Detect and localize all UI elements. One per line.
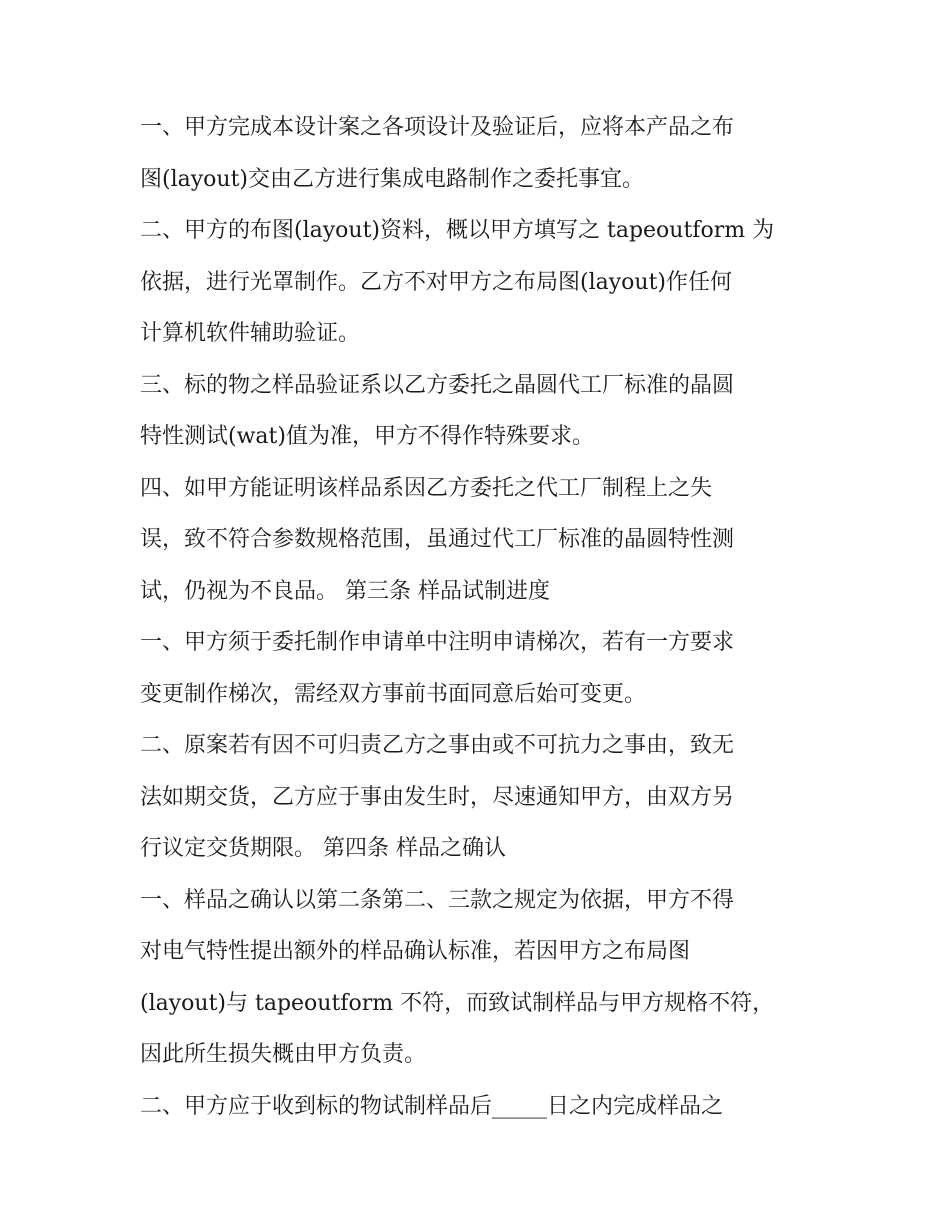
text-line: 因此所生损失概由甲方负责。 bbox=[140, 1042, 427, 1067]
paragraph-force-majeure bbox=[140, 720, 820, 875]
text-line: 行议定交货期限。 第四条 样品之确认 bbox=[140, 836, 506, 861]
text-line: 图(layout)交由乙方进行集成电路制作之委托事宜。 bbox=[140, 166, 645, 192]
text-line: 法如期交货，乙方应于事由发生时，尽速通知甲方，由双方另 bbox=[140, 784, 735, 810]
text-line: 特性测试(wat)值为准，甲方不得作特殊要求。 bbox=[140, 424, 594, 449]
text-line: 依据，进行光罩制作。乙方不对甲方之布局图(layout)作任何 bbox=[140, 269, 733, 295]
text-line: 二、甲方应于收到标的物试制样品后_____日之内完成样品之 bbox=[140, 1093, 724, 1119]
paragraph-delivery-layout bbox=[140, 102, 820, 205]
text-line: 四、如甲方能证明该样品系因乙方委托之代工厂制程上之失 bbox=[140, 475, 713, 501]
paragraph-sample-confirmation bbox=[140, 875, 820, 1081]
text-line: 一、甲方须于委托制作申请单中注明申请梯次，若有一方要求 bbox=[140, 630, 735, 655]
text-line: 二、原案若有因不可归责乙方之事由或不可抗力之事由，致无 bbox=[140, 733, 735, 758]
document-body bbox=[140, 102, 820, 1132]
text-line: 一、甲方完成本设计案之各项设计及验证后，应将本产品之布 bbox=[140, 115, 735, 140]
text-line: 二、甲方的布图(layout)资料，概以甲方填写之 tapeoutform 为 bbox=[140, 218, 775, 243]
paragraph-confirmation-deadline bbox=[140, 1081, 820, 1133]
text-line: 对电气特性提出额外的样品确认标准，若因甲方之布局图 bbox=[140, 939, 691, 964]
text-line: 一、样品之确认以第二条第二、三款之规定为依据，甲方不得 bbox=[140, 887, 735, 913]
text-line: 试，仍视为不良品。 第三条 样品试制进度 bbox=[140, 578, 550, 604]
text-line: 三、标的物之样品验证系以乙方委托之晶圆代工厂标准的晶圆 bbox=[140, 372, 735, 398]
text-line: (layout)与 tapeoutform 不符，而致试制样品与甲方规格不符， bbox=[140, 990, 775, 1016]
text-line: 变更制作梯次，需经双方事前书面同意后始可变更。 bbox=[140, 681, 647, 707]
text-line: 计算机软件辅助验证。 bbox=[140, 321, 361, 346]
text-line: 误，致不符合参数规格范围，虽通过代工厂标准的晶圆特性测 bbox=[140, 527, 735, 552]
paragraph-schedule-change bbox=[140, 617, 820, 720]
paragraph-sample-verification bbox=[140, 360, 820, 463]
paragraph-layout-data bbox=[140, 205, 820, 360]
paragraph-defect-clause bbox=[140, 463, 820, 618]
